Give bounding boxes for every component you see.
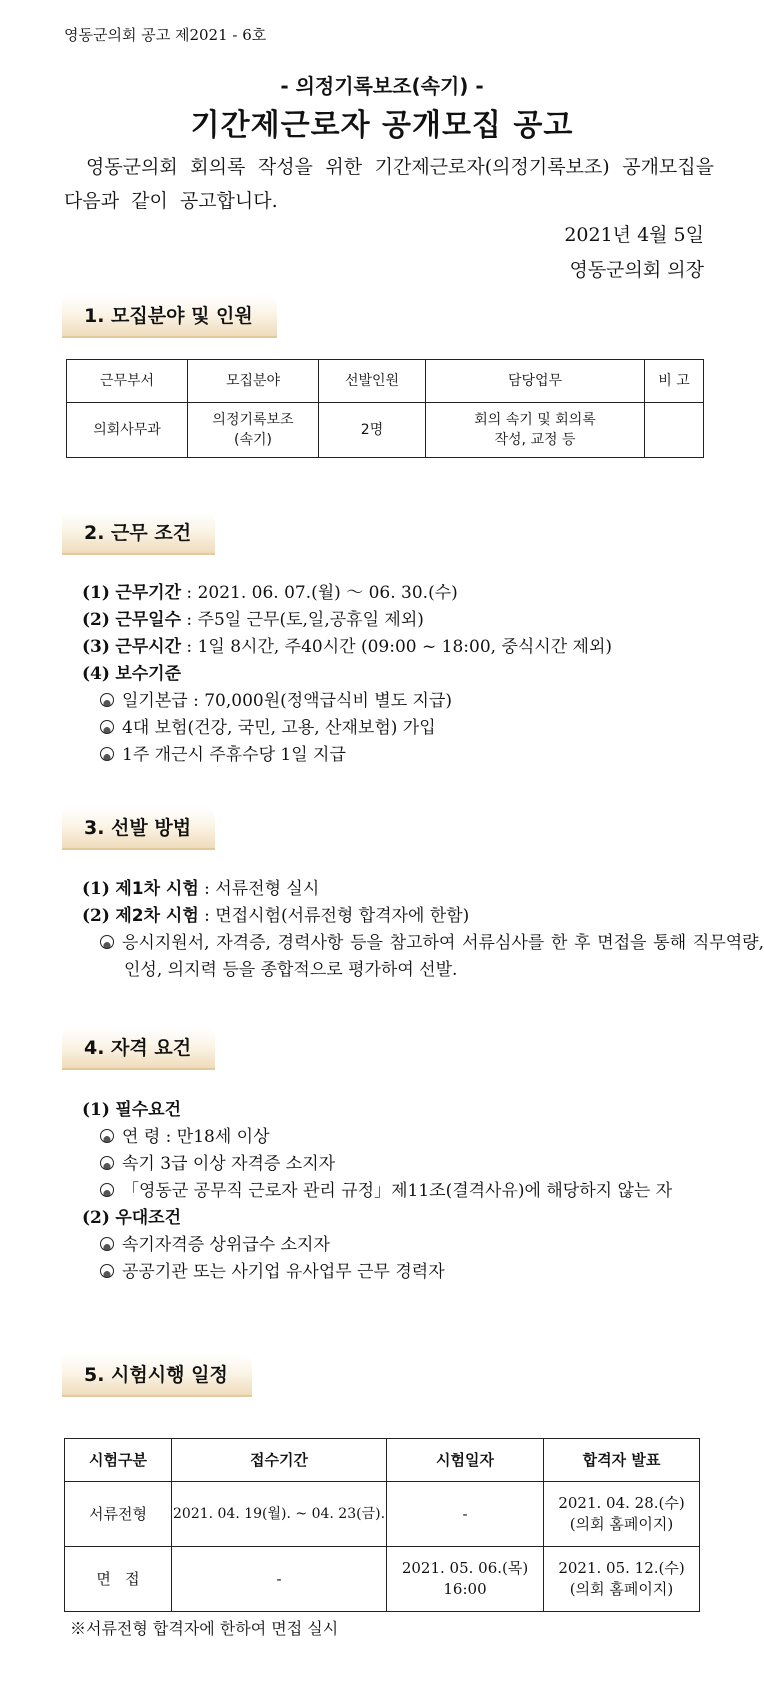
list-item: 일기본급 : 70,000원(정액급식비 별도 지급) [82, 688, 612, 715]
qualification-list [82, 1097, 764, 1286]
list-item: (2) 근무일수 : 주5일 근무(토,일,공휴일 제외) [82, 610, 424, 630]
circle-bullet-icon [100, 1237, 114, 1251]
table-header-cell: 시험일자 [387, 1439, 544, 1482]
table-header-cell: 모집분야 [188, 360, 319, 403]
table-row [67, 403, 704, 458]
table-cell: 회의 속기 및 회의록 작성, 교정 등 [426, 403, 645, 458]
intro-paragraph: 영동군의회 회의록 작성을 위한 기간제근로자(의정기록보조) 공개모집을 다음과 같이 공고합니다. [64, 156, 714, 212]
list-item: 속기자격증 상위급수 소지자 [82, 1232, 764, 1259]
circle-bullet-icon [100, 935, 114, 949]
table-header-cell: 비 고 [645, 360, 704, 403]
table-header-cell: 근무부서 [67, 360, 188, 403]
table-cell: 의회사무과 [67, 403, 188, 458]
circle-bullet-icon [100, 720, 114, 734]
table-cell: 서류전형 [65, 1482, 172, 1547]
footnote: ※서류전형 합격자에 한하여 면접 실시 [70, 1619, 339, 1638]
circle-bullet-icon [100, 747, 114, 761]
table-header-cell: 담당업무 [426, 360, 645, 403]
schedule-table [64, 1438, 700, 1612]
subtitle: - 의정기록보조(속기) - [280, 74, 484, 98]
list-item: (3) 근무시간 : 1일 8시간, 주40시간 (09:00 ~ 18:00, 중식시간 제외) [82, 637, 613, 657]
table-cell: 2021. 05. 12.(수) (의회 홈페이지) [544, 1547, 700, 1612]
section-heading-4: 4. 자격 요건 [62, 1028, 215, 1070]
notice-date: 2021년 4월 5일 [564, 224, 704, 246]
recruitment-table [66, 359, 704, 458]
list-item: 공공기관 또는 사기업 유사업무 근무 경력자 [82, 1259, 764, 1286]
circle-bullet-icon [100, 1156, 114, 1170]
table-cell: 2명 [319, 403, 426, 458]
section-heading-5: 5. 시험시행 일정 [62, 1355, 252, 1397]
list-item: 「영동군 공무직 근로자 관리 규정」제11조(결격사유)에 해당하지 않는 자 [82, 1178, 764, 1205]
table-row [65, 1482, 700, 1547]
circle-bullet-icon [100, 1183, 114, 1197]
table-cell: 2021. 04. 19(월). ~ 04. 23(금). [172, 1482, 387, 1547]
circle-bullet-icon [100, 1264, 114, 1278]
table-cell: 2021. 04. 28.(수) (의회 홈페이지) [544, 1482, 700, 1547]
work-conditions-list [82, 580, 612, 769]
list-item: (2) 우대조건 [82, 1208, 182, 1228]
list-item: (4) 보수기준 [82, 664, 182, 684]
list-item: 1주 개근시 주휴수당 1일 지급 [82, 742, 612, 769]
list-item: 연 령 : 만18세 이상 [82, 1124, 764, 1151]
selection-method-list [82, 876, 764, 984]
list-item: (1) 필수요건 [82, 1100, 182, 1120]
list-item: (2) 제2차 시험 : 면접시험(서류전형 합격자에 한함) [82, 906, 470, 926]
circle-bullet-icon [100, 1129, 114, 1143]
page-title: 기간제근로자 공개모집 공고 [190, 108, 574, 143]
section-heading-2: 2. 근무 조건 [62, 513, 215, 555]
signer: 영동군의회 의장 [569, 259, 704, 281]
list-item: (1) 근무기간 : 2021. 06. 07.(월) ～ 06. 30.(수) [82, 583, 458, 603]
table-cell: 의정기록보조 (속기) [188, 403, 319, 458]
list-item: 응시지원서, 자격증, 경력사항 등을 참고하여 서류심사를 한 후 면접을 통해 직무역량, 인성, 의지력 등을 종합적으로 평가하여 선발. [82, 930, 764, 984]
table-cell [645, 403, 704, 458]
section-heading-3: 3. 선발 방법 [62, 808, 215, 850]
table-cell: 면 접 [65, 1547, 172, 1612]
list-item: 속기 3급 이상 자격증 소지자 [82, 1151, 764, 1178]
table-cell: - [387, 1482, 544, 1547]
table-cell: 2021. 05. 06.(목) 16:00 [387, 1547, 544, 1612]
circle-bullet-icon [100, 693, 114, 707]
table-header-cell: 합격자 발표 [544, 1439, 700, 1482]
table-header-cell: 시험구분 [65, 1439, 172, 1482]
list-item: 4대 보험(건강, 국민, 고용, 산재보험) 가입 [82, 715, 612, 742]
table-cell: - [172, 1547, 387, 1612]
table-header-cell: 접수기간 [172, 1439, 387, 1482]
table-header-row [67, 360, 704, 403]
table-header-row [65, 1439, 700, 1482]
notice-number: 영동군의회 공고 제2021 - 6호 [64, 26, 267, 44]
section-heading-1: 1. 모집분야 및 인원 [62, 296, 277, 338]
list-item: (1) 제1차 시험 : 서류전형 실시 [82, 879, 320, 899]
table-header-cell: 선발인원 [319, 360, 426, 403]
table-row [65, 1547, 700, 1612]
